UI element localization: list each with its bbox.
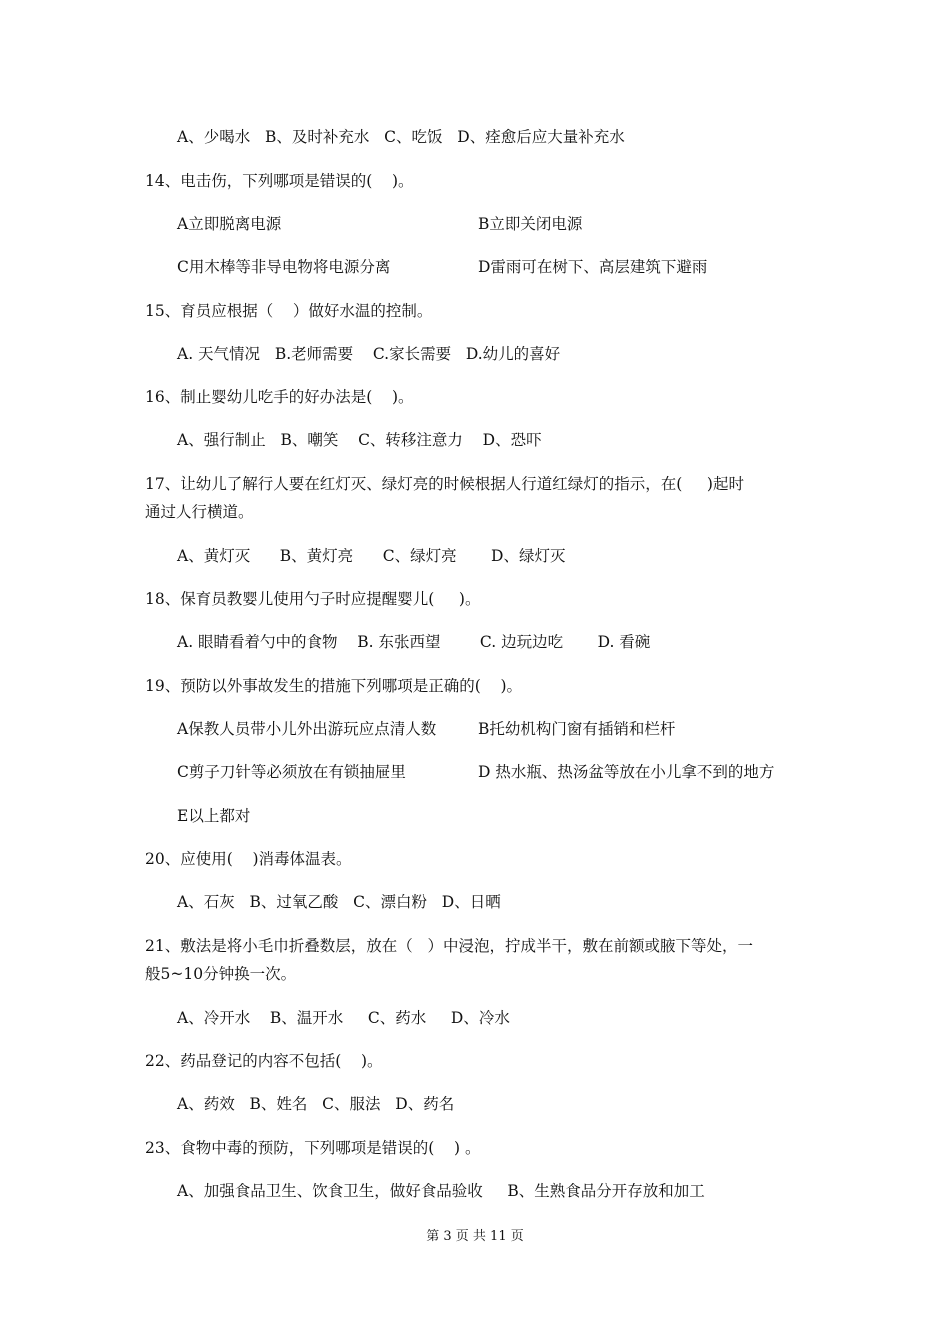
q19-option-d: D 热水瓶、热汤盆等放在小儿拿不到的地方 [478,763,775,781]
q14-option-a: A立即脱离电源 [177,215,282,233]
q19-option-c: C剪子刀针等必须放在有锁抽屉里 [177,763,406,781]
q22-options: A、药效 B、姓名 C、服法 D、药名 [177,1095,455,1113]
question-14: 14、电击伤，下列哪项是错误的( )。 [145,172,414,190]
question-19: 19、预防以外事故发生的措施下列哪项是正确的( )。 [145,677,523,695]
question-17-line1: 17、让幼儿了解行人要在红灯灭、绿灯亮的时候根据人行道红绿灯的指示，在( )起时 [145,475,744,493]
q19-option-a: A保教人员带小儿外出游玩应点清人数 [177,720,437,738]
q17-options: A、黄灯灭 B、黄灯亮 C、绿灯亮 D、绿灯灭 [177,547,566,565]
question-21-line1: 21、敷法是将小毛巾折叠数层，放在（ ）中浸泡，拧成半干，敷在前额或腋下等处，一 [145,937,754,955]
page-footer: 第 3 页 共 11 页 [426,1229,524,1244]
q15-options: A. 天气情况 B.老师需要 C.家长需要 D.幼儿的喜好 [177,345,561,363]
question-17-line2: 通过人行横道。 [145,503,254,521]
question-22: 22、药品登记的内容不包括( )。 [145,1052,383,1070]
q16-options: A、强行制止 B、嘲笑 C、转移注意力 D、恐吓 [177,431,542,449]
question-16: 16、制止婴幼儿吃手的好办法是( )。 [145,388,414,406]
q19-option-e: E以上都对 [177,807,251,825]
q13-options: A、少喝水 B、及时补充水 C、吃饭 D、痊愈后应大量补充水 [177,128,625,146]
q21-options: A、冷开水 B、温开水 C、药水 D、冷水 [177,1009,510,1027]
question-21-line2: 般5~10分钟换一次。 [145,965,297,983]
q14-option-d: D雷雨可在树下、高层建筑下避雨 [478,258,708,276]
question-18: 18、保育员教婴儿使用勺子时应提醒婴儿( )。 [145,590,481,608]
q23-options: A、加强食品卫生、饮食卫生，做好食品验收 B、生熟食品分开存放和加工 [177,1182,705,1200]
q19-option-b: B托幼机构门窗有插销和栏杆 [478,720,676,738]
q20-options: A、石灰 B、过氧乙酸 C、漂白粉 D、日晒 [177,893,501,911]
q18-options: A. 眼睛看着勺中的食物 B. 东张西望 C. 边玩边吃 D. 看碗 [177,633,651,651]
q14-option-b: B立即关闭电源 [478,215,583,233]
q14-option-c: C用木棒等非导电物将电源分离 [177,258,391,276]
question-15: 15、育员应根据（ ）做好水温的控制。 [145,302,433,320]
question-23: 23、食物中毒的预防，下列哪项是错误的( ) 。 [145,1139,481,1157]
question-20: 20、应使用( )消毒体温表。 [145,850,352,868]
